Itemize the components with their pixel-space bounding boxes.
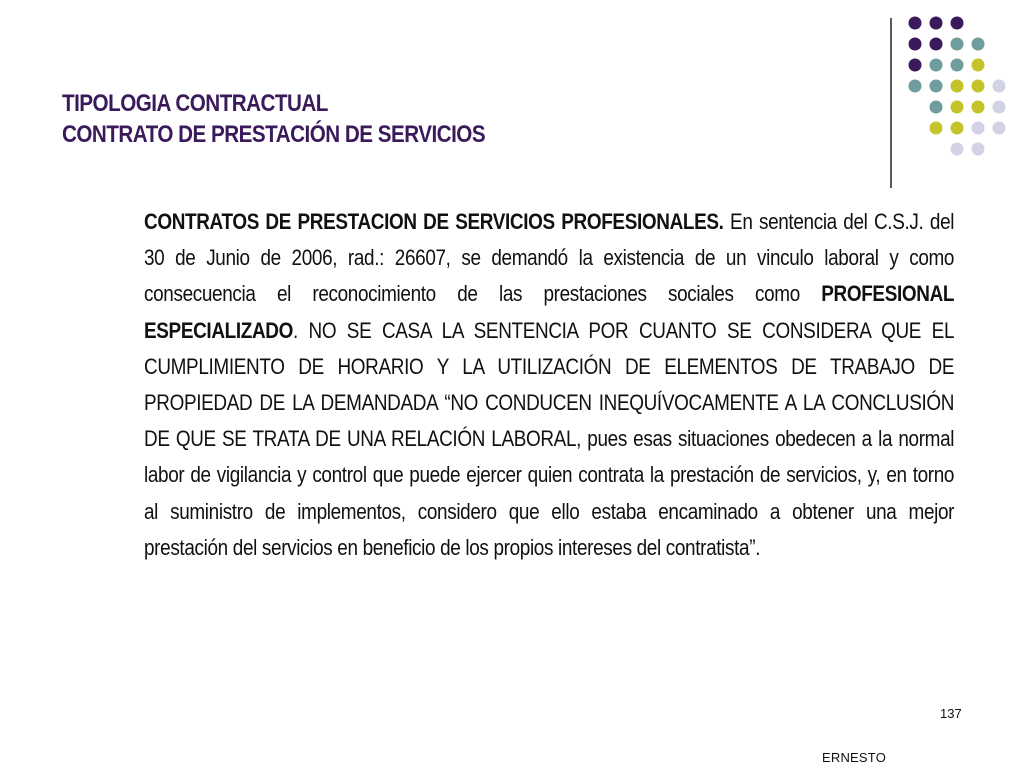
body-lead-bold: CONTRATOS DE PRESTACION DE SERVICIOS PROFESIONALES. (144, 209, 724, 234)
decorative-dot (951, 143, 964, 156)
decorative-dot (930, 59, 943, 72)
decorative-dot (930, 101, 943, 114)
decorative-dot (930, 80, 943, 93)
decorative-dot (993, 101, 1006, 114)
vertical-divider (890, 18, 892, 188)
decorative-dot (972, 101, 985, 114)
decorative-dot (930, 38, 943, 51)
slide-title (62, 88, 762, 150)
decorative-dot (972, 143, 985, 156)
decorative-dot (993, 80, 1006, 93)
decorative-dot (951, 80, 964, 93)
body-paragraph (144, 204, 954, 566)
decorative-dot (972, 80, 985, 93)
decorative-dot (972, 38, 985, 51)
title-line-1: TIPOLOGIA CONTRACTUAL (62, 90, 328, 117)
decorative-dot (972, 59, 985, 72)
decorative-dot-grid (900, 10, 1020, 170)
decorative-dot (951, 17, 964, 30)
author-name: ERNESTO (822, 750, 887, 765)
decorative-dot (951, 38, 964, 51)
decorative-dot (951, 59, 964, 72)
decorative-dot (909, 59, 922, 72)
decorative-dot (909, 17, 922, 30)
decorative-dot (930, 122, 943, 135)
decorative-dot (930, 17, 943, 30)
body-text-2: . NO SE CASA LA SENTENCIA POR CUANTO SE CONSIDERA QUE EL CUMPLIMIENTO DE HORARIO Y LA UTILIZACIÓN DE ELEMENTOS DE TRABAJO DE PROPIEDAD DE LA DEMANDADA “NO CONDUCEN INEQUÍVOCAMENTE A LA CONCLUSIÓN DE QUE SE TRATA DE UNA RELACIÓN LABORAL, pues esas situaciones obedecen a la normal labor de vigilancia y control que puede ejercer quien contrata la prestación de servicios, y, en torno al suministro de implementos, considero que ello estaba encaminado a obtener una mejor prestación del servicios en beneficio de los propios intereses del contratista”. (144, 317, 955, 560)
decorative-dot (909, 38, 922, 51)
body-mid-bold: PROFESIONAL ESPECIALIZADO (144, 281, 955, 343)
title-line-2: CONTRATO DE PRESTACIÓN DE SERVICIOS (62, 121, 486, 148)
decorative-dot (951, 101, 964, 114)
body-text-1: En sentencia del C.S.J. del 30 de Junio de 2006, rad.: 26607, se demandó la existencia de un vinculo laboral y como consecuencia el reconocimiento de las prestaciones sociales como (144, 209, 955, 307)
decorative-dot (993, 122, 1006, 135)
decorative-dot (951, 122, 964, 135)
page-number: 137 (940, 706, 962, 721)
decorative-dot (909, 80, 922, 93)
decorative-dot (972, 122, 985, 135)
